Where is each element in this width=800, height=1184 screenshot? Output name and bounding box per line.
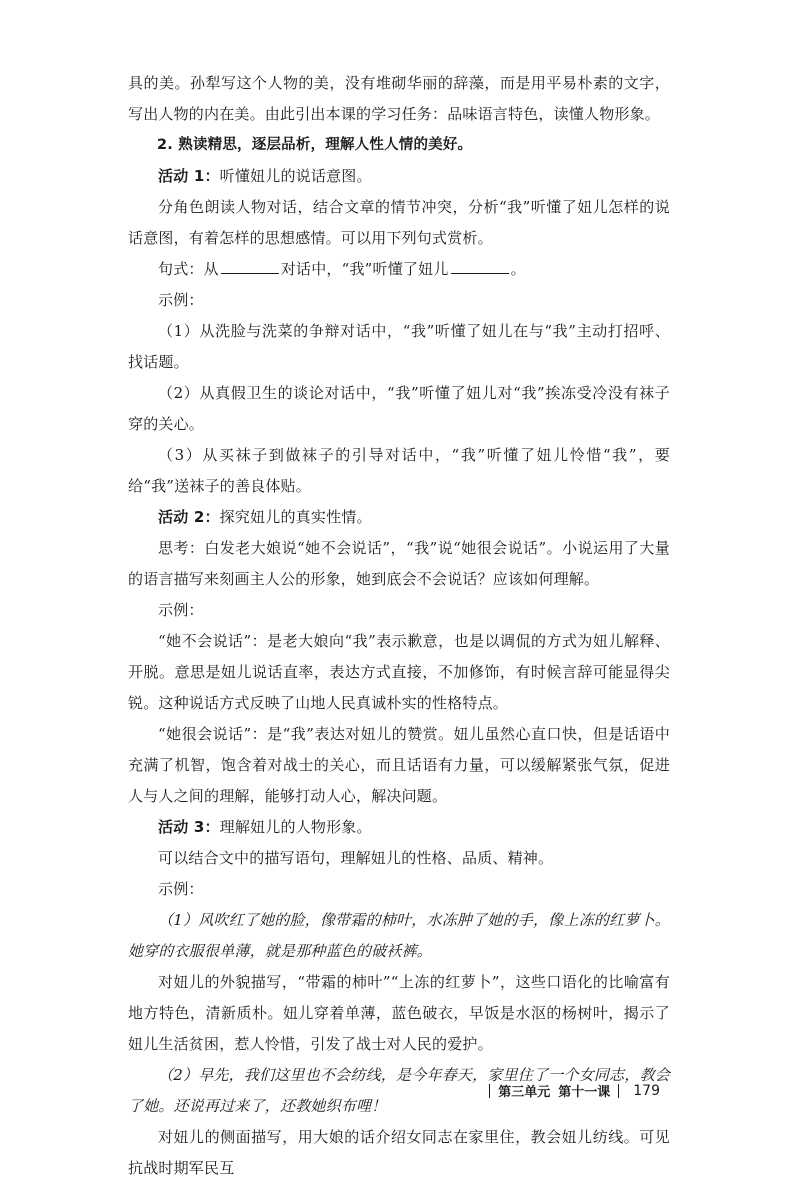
footer-divider-left	[489, 1084, 490, 1098]
footer-unit: 第三单元	[498, 1085, 551, 1100]
activity-2	[128, 502, 670, 533]
paragraph-intro: 具的美。孙犁写这个人物的美，没有堆砌华丽的辞藻，而是用平易朴素的文字，写出人物的内在美。由此引出本课的学习任务：品味语言特色，读懂人物形象。	[128, 74, 670, 123]
example-1-item-3: （3）从买袜子到做袜子的引导对话中，“我”听懂了妞儿怜惜“我”，要给“我”送袜子的善良体贴。	[128, 446, 670, 495]
page-body	[128, 68, 670, 1184]
paragraph-can-talk: “她很会说话”：是“我”表达对妞儿的赞赏。妞儿虽然心直口快，但是话语中充满了机智，饱含着对战士的关心，而且话语有力量，可以缓解紧张气氛，促进人与人之间的理解，能够打动人心，解决问题。	[128, 725, 670, 805]
paragraph-analysis-instruction: 分角色朗读人物对话，结合文章的情节冲突，分析“我”听懂了妞儿怎样的说话意图，有着怎样的思想感情。可以用下列句式赏析。	[128, 198, 670, 247]
activity-1-label: 活动 1：	[158, 167, 220, 185]
paragraph-appearance: 对妞儿的外貌描写，“带霜的柿叶”“上冻的红萝卜”，这些口语化的比喻富有地方特色，清新质朴。妞儿穿着单薄，蓝色破衣，早饭是水沤的杨树叶，揭示了妞儿生活贫困，惹人怜惜，引发了战士对人民的爱护。	[128, 973, 670, 1053]
footer-divider-right	[618, 1084, 619, 1098]
section-heading: 2. 熟读精思，逐层品析，理解人性人情的美好。	[157, 137, 473, 153]
activity-3	[128, 812, 670, 843]
paragraph-character-hint: 可以结合文中的描写语句，理解妞儿的性格、品质、精神。	[158, 849, 554, 867]
sentence-pattern	[128, 254, 670, 285]
activity-1-text: 听懂妞儿的说话意图。	[219, 167, 372, 185]
quote-2: （2）早先，我们这里也不会纺线，是今年春天，家里住了一个女同志，教会了她。还说再过来了，还教她织布哩！	[128, 1066, 670, 1115]
example-label-2: 示例：	[158, 601, 204, 619]
pattern-part-c: 。	[510, 260, 526, 278]
fill-blank-2	[451, 257, 509, 274]
pattern-part-a: 句式：从	[158, 260, 219, 278]
example-1-item-1: （1）从洗脸与洗菜的争辩对话中，“我”听懂了妞儿在与“我”主动打招呼、找话题。	[128, 322, 670, 371]
paragraph-think: 思考：白发老大娘说“她不会说话”，“我”说“她很会说话”。小说运用了大量的语言描写来刻画主人公的形象，她到底会不会说话？应该如何理解。	[128, 539, 670, 588]
page-number: 179	[633, 1082, 660, 1099]
quote-1: （1）风吹红了她的脸，像带霜的柿叶，水冻肿了她的手，像上冻的红萝卜。她穿的衣服很单薄，就是那种蓝色的破袄裤。	[128, 911, 670, 960]
activity-2-text: 探究妞儿的真实性情。	[219, 508, 372, 526]
example-1-item-2: （2）从真假卫生的谈论对话中，“我”听懂了妞儿对“我”挨冻受冷没有袜子穿的关心。	[128, 384, 670, 433]
activity-3-label: 活动 3：	[158, 818, 220, 836]
pattern-part-b: 对话中，“我”听懂了妞儿	[280, 260, 449, 278]
footer-lesson: 第十一课	[558, 1085, 611, 1100]
fill-blank-1	[221, 257, 279, 274]
activity-2-label: 活动 2：	[158, 508, 220, 526]
page-footer	[489, 1081, 660, 1100]
paragraph-cannot-talk: “她不会说话”：是老大娘向“我”表示歉意，也是以调侃的方式为妞儿解释、开脱。意思是妞儿说话直率，表达方式直接，不加修饰，有时候言辞可能显得尖锐。这种说话方式反映了山地人民真诚朴实的性格特点。	[128, 632, 670, 712]
activity-1	[128, 161, 670, 192]
example-label-1: 示例：	[158, 291, 204, 309]
example-label-3: 示例：	[158, 880, 204, 898]
activity-3-text: 理解妞儿的人物形象。	[219, 818, 372, 836]
paragraph-side-description: 对妞儿的侧面描写，用大娘的话介绍女同志在家里住，教会妞儿纺线。可见抗战时期军民互	[128, 1128, 670, 1177]
